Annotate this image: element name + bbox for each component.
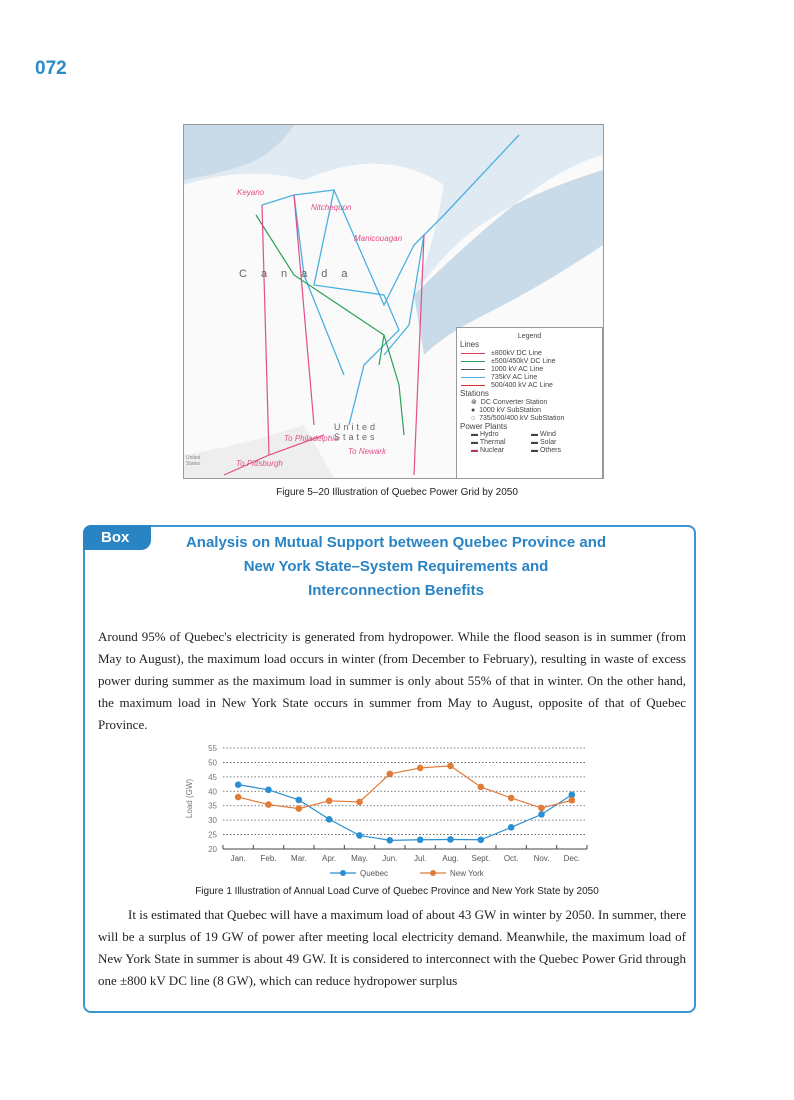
box-tab: Box [83,525,151,550]
data-point [508,795,515,802]
data-point [265,787,272,794]
data-point [235,781,242,788]
series-line-new-york [238,766,572,809]
data-point [326,816,333,823]
legend-plant: ▬ Thermal [471,439,506,446]
series-line-quebec [238,785,572,841]
data-point [538,811,545,818]
x-tick-label: Dec. [563,854,581,863]
data-point [447,763,454,770]
y-tick-label: 40 [208,787,217,797]
page-number: 072 [35,58,67,79]
x-tick-label: Jan. [230,854,246,863]
legend-line: 500/400 kV AC Line [491,381,553,389]
legend-station: DC Converter Station [480,398,548,406]
x-tick-label: Jun. [382,854,398,863]
legend-plant: ▬ Solar [531,439,557,446]
data-point [478,784,485,791]
data-point [417,765,424,772]
quebec-grid-map [183,124,604,479]
label-to-newark: To Newark [348,447,386,456]
paragraph-1: Around 95% of Quebec's electricity is generated from hydropower. While the flood season is in summer (from May to August), the maximum load occurs in winter (from December to February), resulting in waste of excess power during summer as the maximum load in summer is only about 55% of that in winter. On the other hand, the maximum load in New York State occurs in summer from May to August, opposite of that of Quebec Province. [98,629,686,732]
data-point [417,836,424,843]
y-tick-label: 30 [208,816,217,826]
y-axis-label: Load (GW) [185,778,194,819]
data-point [569,797,576,804]
legend-stations-heading: Stations [460,389,489,398]
x-tick-label: Mar. [291,854,307,863]
legend-plant: ▬ Others [531,447,561,454]
data-point [356,799,363,806]
box-title-line: Analysis on Mutual Support between Quebec Province and [185,534,607,551]
y-tick-label: 55 [208,744,217,753]
map-legend: Legend Lines ±800kV DC Line ±500/450kV DC Line 1000 kV AC Line 735kV AC Line 500/400 kV AC Line Stations ⊗ DC Converter Station ● 1000 kV SubStation ○ 735/500/400 kV SubStation Power Plants ▬ Hydro ▬ Wind ▬ Thermal ▬ Solar ▬ Nuclear ▬ Others [456,327,603,479]
legend-title: Legend [517,333,542,340]
label-canada: Canada [239,268,362,280]
label-to-pittsburgh: To Pittsburgh [236,459,283,468]
paragraph-2: It is estimated that Quebec will have a maximum load of about 43 GW in winter by 2050. In summer, there will be a surplus of 19 GW of power after meeting local electricity demand. Meanwhile, the maximum load of New York State in summer is about 49 GW. It is considered to interconnect with the Quebec Power Grid through one ±800 kV DC line (8 GW), which can reduce hydropower surplus [98,907,686,988]
y-tick-label: 45 [208,772,217,782]
x-tick-label: Sept. [471,854,491,863]
x-tick-label: Apr. [322,854,337,863]
x-tick-label: May. [351,854,368,863]
legend-plant: ▬ Nuclear [471,447,505,454]
label-manicouagan: Manicouagan [354,234,403,243]
legend-line: 735kV AC Line [491,373,538,381]
data-point [296,805,303,812]
y-tick-label: 35 [208,801,217,811]
data-point [265,801,272,808]
legend-line: 1000 kV AC Line [491,365,544,373]
legend-plant: ▬ Hydro [471,431,499,438]
y-tick-label: 25 [208,830,217,840]
box-title-line: Interconnection Benefits [308,582,484,599]
data-point [326,798,333,805]
label-us-small: United States [186,455,201,467]
data-point [478,836,485,843]
legend-label: Quebec [360,869,389,878]
map-caption: Figure 5–20 Illustration of Quebec Power Grid by 2050 [276,487,518,498]
legend-marker [430,870,436,876]
legend-station: 1000 kV SubStation [479,406,542,414]
legend-line: ±500/450kV DC Line [491,357,556,365]
box-title-line: New York State–System Requirements and [243,558,549,575]
data-point [387,771,394,778]
data-point [387,837,394,844]
x-tick-label: Nov. [533,854,550,863]
y-tick-label: 20 [208,845,217,854]
y-tick-label: 50 [208,758,217,768]
data-point [356,832,363,839]
data-point [235,794,242,801]
data-point [296,797,303,804]
legend-station: 735/500/400 kV SubStation [479,414,565,422]
x-tick-label: Feb. [260,854,277,863]
legend-lines-heading: Lines [460,340,480,349]
legend-plants-heading: Power Plants [460,422,508,431]
data-point [447,836,454,843]
data-point [538,805,545,812]
chart-caption: Figure 1 Illustration of Annual Load Curve of Quebec Province and New York State by 2050 [195,886,599,897]
x-tick-label: Aug. [442,854,459,863]
x-tick-label: Jul. [413,854,427,863]
label-nitchequon: Nitchequon [311,203,352,212]
x-tick-label: Oct. [503,854,519,863]
load-curve-chart [180,742,600,882]
legend-plant: ▬ Wind [531,431,556,438]
legend-line: ±800kV DC Line [491,349,542,357]
legend-marker [340,870,346,876]
data-point [508,824,515,831]
label-united-states: United States [334,422,379,442]
label-keyano: Keyano [237,188,265,197]
label-to-philadelphia: To Philadelphia [284,434,339,443]
box-title [150,531,642,603]
legend-label: New York [450,869,484,878]
